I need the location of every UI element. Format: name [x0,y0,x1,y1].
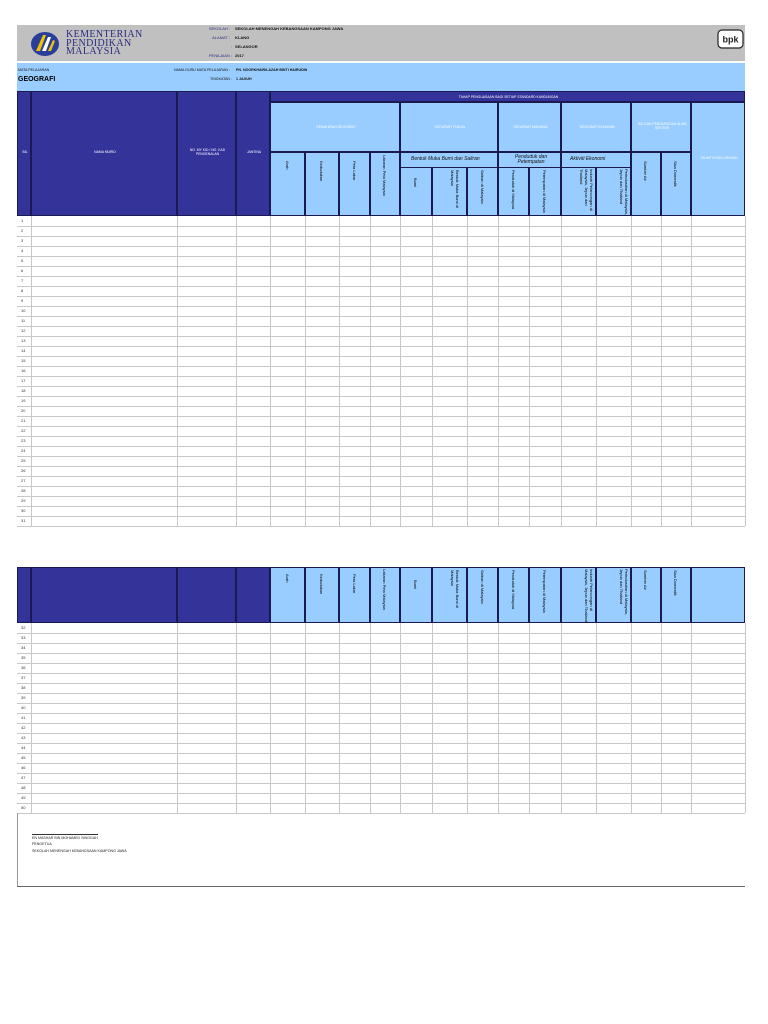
row-number: 13 [21,338,26,343]
subgroup-label: Aktiviti Ekonomi [570,156,606,162]
row-number: 29 [21,498,26,503]
topic-header [339,152,370,216]
topic-header [339,567,370,623]
ministry-name-line: MALAYSIA [66,46,122,58]
topic-header [661,152,691,216]
topic-label: Perindustrian di Malaysia, Jepun dan Thailand [619,569,629,615]
topic-label: Saliran di Malaysia [480,170,485,204]
meta-value: SELANGOR [235,44,258,49]
column-divider [661,623,662,813]
student-table-page1 [17,216,745,526]
table-title: TAHAP PENGUASAAN BAGI SETIAP STANDARD KANDUNGAN [458,95,559,99]
column-divider [305,216,306,526]
table-title-header [270,91,745,102]
meta-value: 2017 [235,53,244,58]
column-divider [498,216,499,526]
row-number: 45 [21,755,26,760]
topic-header [561,167,596,216]
column-divider [529,216,530,526]
topic-header [400,167,432,216]
column-divider [745,216,746,526]
row-number: 3 [21,238,24,243]
topic-label: Arah [285,574,290,583]
bpk-logo-text: bpk [722,34,739,45]
ic-header [177,567,236,623]
assessment-table-header-page2 [17,567,745,623]
row-number: 47 [21,775,26,780]
meta-value: KLANG [235,35,250,40]
group-header [498,102,561,152]
column-divider [432,216,433,526]
row-number: 38 [21,685,26,690]
topic-label: Petempatan di Malaysia [542,570,547,613]
column-divider [467,623,468,813]
column-divider [177,216,178,526]
topic-header [661,567,691,623]
row-number: 30 [21,508,26,513]
group-header-label: GEOGRAFI MANUSIA [513,125,548,129]
row-number: 27 [21,478,26,483]
topic-header [400,567,432,623]
topic-header [467,167,498,216]
row-number: 46 [21,765,26,770]
signature-box-edge [17,813,18,886]
row-number: 32 [21,625,26,630]
row-number: 34 [21,645,26,650]
row-number: 43 [21,735,26,740]
row-number: 28 [21,488,26,493]
subgroup-label: Penduduk dan Petempatan [514,154,548,165]
row-number: 35 [21,655,26,660]
topic-label: Saliran di Malaysia [480,570,485,604]
column-divider [236,216,237,526]
subject-label: MATA PELAJARAN [18,68,50,72]
row-number: 2 [21,228,24,233]
topic-header [432,167,467,216]
gender-header [236,91,270,216]
bpk-logo-icon [717,29,744,49]
column-divider [339,216,340,526]
topic-label: Sumber Air [643,161,648,181]
column-divider [370,216,371,526]
form-label: TINGKATAN : [210,77,233,81]
topic-header [270,152,305,216]
row-number: 10 [21,308,26,313]
final-level-header [691,567,745,623]
topic-header [467,567,498,623]
table-row [17,803,745,814]
row-number: 48 [21,785,26,790]
bil-header-label: BIL [22,150,28,154]
ic-header [177,91,236,216]
column-divider [745,623,746,813]
row-number: 22 [21,428,26,433]
row-number: 1 [21,218,24,223]
ministry-emblem-icon [30,31,60,57]
row-number: 42 [21,725,26,730]
page-footer-line [17,886,745,887]
ministry-name [66,31,143,57]
ministry-name-line: KEMENTERIAN [66,29,143,40]
topic-header [631,567,661,623]
school-name: SEKOLAH MENENGAH KEBANGSAAN KAMPONG JAWA [32,849,127,853]
column-divider [691,623,692,813]
row-number: 6 [21,268,24,273]
topic-header [631,152,661,216]
row-number: 25 [21,458,26,463]
column-divider [432,623,433,813]
column-divider [596,216,597,526]
group-header [270,102,400,152]
group-header [561,102,631,152]
meta-label: SEKOLAH : [208,26,230,31]
row-number: 37 [21,675,26,680]
group-header-label: KEMAHIRAN GEOGRAFI [316,125,356,129]
assessment-table-header [17,91,745,216]
meta-label: ALAMAT : [212,35,230,40]
row-number: 9 [21,298,24,303]
topic-header [529,567,561,623]
topic-label: Sumber Air [643,570,648,590]
ministry-logo [30,28,160,58]
column-divider [691,216,692,526]
name-header [31,91,177,216]
topic-label: Petempatan di Malaysia [542,170,547,213]
row-number: 17 [21,378,26,383]
topic-header [498,567,529,623]
topic-header [498,167,529,216]
topic-header [305,152,339,216]
subject-title: GEOGRAFI [18,76,56,83]
topic-label: Industri Pelancongan di Malaysia, Jepun dan Thailand [579,169,594,211]
ministry-name-line: PENDIDIKAN [66,37,132,49]
student-table-page2 [17,623,745,813]
column-divider [370,623,371,813]
topic-header [432,567,467,623]
meta-label: PENILAIAN : [208,53,232,58]
bil-header [17,567,31,623]
row-number: 7 [21,278,24,283]
column-divider [339,623,340,813]
row-number: 15 [21,358,26,363]
topic-header [270,567,305,623]
teacher-name: PN. NOORKHAIRILAZAH BINTI HAIRUDIN [236,68,308,72]
topic-label: Lakaran Peta Malaysia [382,569,387,610]
row-number: 31 [21,518,26,523]
group-header-label: GEOGRAFI FIZIKAL [434,125,466,129]
bil-header [17,91,31,216]
column-divider [400,216,401,526]
row-number: 5 [21,258,24,263]
column-divider [31,623,32,813]
teacher-label: NAMA GURU MATA PELAJARAN : [174,68,230,72]
row-number: 40 [21,705,26,710]
row-number: 39 [21,695,26,700]
meta-label: : [230,44,232,49]
row-number: 12 [21,328,26,333]
group-header [631,102,691,152]
column-divider [236,623,237,813]
column-divider [561,216,562,526]
topic-label: Peta Lakar [352,161,357,181]
final-level-label: TAHAP KESELURUHAN [700,156,738,160]
column-divider [661,216,662,526]
subject-bar [17,63,745,91]
topic-label: Bentuk Muka Bumi di Malaysia [450,570,460,608]
column-divider [498,623,499,813]
row-number: 21 [21,418,26,423]
row-number: 8 [21,288,24,293]
gender-header-label: JANTINA [246,150,262,154]
column-divider [177,623,178,813]
column-divider [631,623,632,813]
row-number: 18 [21,388,26,393]
topic-label: Penduduk di Malaysia [511,170,516,210]
column-divider [631,216,632,526]
row-number: 33 [21,635,26,640]
row-number: 4 [21,248,24,253]
column-divider [31,216,32,526]
row-number: 20 [21,408,26,413]
row-number: 36 [21,665,26,670]
column-divider [400,623,401,813]
form-value: 1 JAGUH [236,77,252,81]
topic-label: Industri Pelancongan di Malaysia, Jepun dan Thailand [584,569,594,623]
group-header [400,102,498,152]
row-number: 24 [21,448,26,453]
column-divider [596,623,597,813]
name-header-label: NAMA MURID [94,150,116,154]
topic-label: Arah [285,161,290,170]
topic-label: Kedudukan [319,574,324,595]
column-divider [270,623,271,813]
gender-header [236,567,270,623]
table-row [17,516,745,527]
column-divider [305,623,306,813]
row-number: 49 [21,795,26,800]
topic-label: Bumi [413,178,418,188]
row-number: 44 [21,745,26,750]
topic-header [596,167,631,216]
principal-name: EN MASHAR BIN MOHAMED SINGGAH [32,836,98,840]
topic-label: Lakaran Peta Malaysia [382,155,387,196]
topic-label: Penduduk di Malaysia [511,570,516,610]
final-level-header [691,102,745,216]
row-number: 23 [21,438,26,443]
row-number: 16 [21,368,26,373]
group-header-label: GEOGRAFI EKONOMI [579,125,615,129]
topic-header [370,152,400,216]
column-divider [561,623,562,813]
row-number: 50 [21,805,26,810]
topic-header [529,167,561,216]
row-number: 26 [21,468,26,473]
row-number: 14 [21,348,26,353]
meta-value: SEKOLAH MENENGAH KEBANGSAAN KAMPONG JAWA [235,26,344,31]
topic-header [305,567,339,623]
column-divider [270,216,271,526]
ic-header-label: NO. MY KID / NO. KAD PENGENALAN [189,148,226,156]
topic-label: Bumi [413,580,418,590]
topic-header [561,567,596,623]
column-divider [529,623,530,813]
principal-title: PENGETUA [32,842,52,846]
topic-label: Sisa Domestik [673,570,678,596]
topic-label: Sisa Domestik [673,161,678,187]
row-number: 41 [21,715,26,720]
topic-header [596,567,631,623]
row-number: 11 [21,318,26,323]
topic-label: Bentuk Muka Bumi di Malaysia [450,170,460,208]
subgroup-label: Bentuk Muka Bumi dan Saliran [411,156,480,162]
row-number: 19 [21,398,26,403]
topic-header [370,567,400,623]
topic-label: Peta Lakar [352,574,357,594]
topic-label: Perindustrian di Malaysia, Jepun dan Thailand [619,169,629,215]
column-divider [467,216,468,526]
name-header [31,567,177,623]
group-header-label: ISU DAN PENGURUSAN ALAM SEKITAR [637,122,687,130]
topic-label: Kedudukan [319,161,324,182]
